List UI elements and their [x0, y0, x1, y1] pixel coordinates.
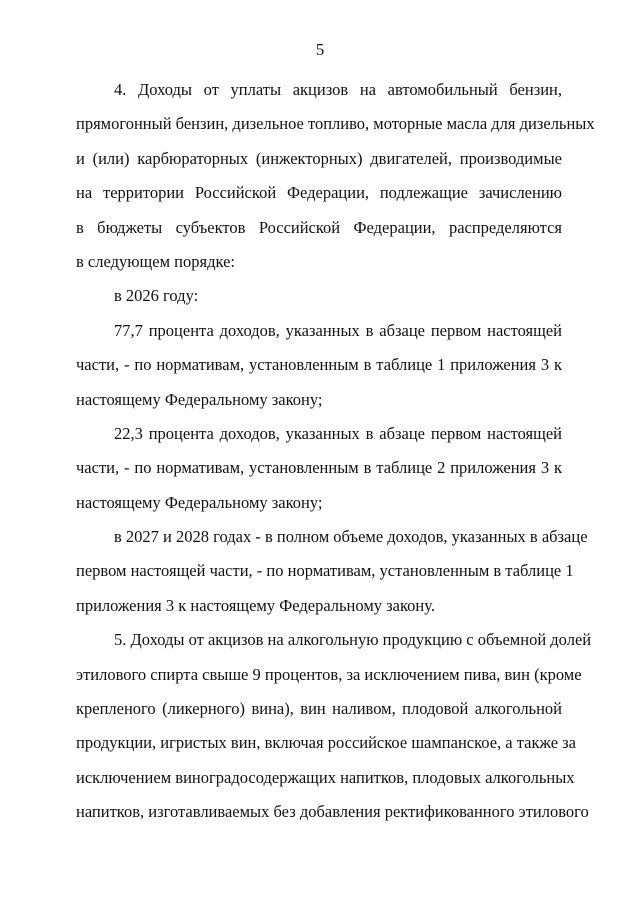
text-line: в бюджеты субъектов Российской Федерации, распределяются [76, 217, 562, 237]
text-line: исключением виноградосодержащих напитков, плодовых алкогольных [76, 767, 575, 787]
text-line: крепленого (ликерного) вина), вин наливом, плодовой алкогольной [76, 699, 562, 719]
page-number: 5 [315, 40, 325, 59]
text-line: первом настоящей части, - по нормативам, установленным в таблице 1 [76, 561, 574, 581]
text-line: 77,7 процента доходов, указанных в абзаце первом настоящей [114, 320, 562, 340]
text-line: в следующем порядке: [76, 251, 235, 271]
text-line: части, - по нормативам, установленным в таблице 1 приложения 3 к [76, 355, 562, 375]
text-line: 5. Доходы от акцизов на алкогольную продукцию с объемной долей [114, 630, 592, 650]
text-line: приложения 3 к настоящему Федеральному закону. [76, 595, 435, 615]
text-line: продукции, игристых вин, включая российское шампанское, а также за [76, 733, 576, 753]
text-line: и (или) карбюраторных (инжекторных) двигателей, производимые [76, 148, 562, 168]
text-line: напитков, изготавливаемых без добавления ректификованного этилового [76, 802, 589, 822]
text-line: части, - по нормативам, установленным в таблице 2 приложения 3 к [76, 458, 562, 478]
document-body [76, 73, 595, 830]
text-line: этилового спирта свыше 9 процентов, за исключением пива, вин (кроме [76, 664, 582, 684]
text-line: на территории Российской Федерации, подлежащие зачислению [76, 183, 562, 203]
text-line: в 2026 году: [114, 286, 199, 306]
text-line: прямогонный бензин, дизельное топливо, моторные масла для дизельных [76, 114, 595, 134]
text-line: в 2027 и 2028 годах - в полном объеме доходов, указанных в абзаце [114, 527, 588, 547]
text-line: 4. Доходы от уплаты акцизов на автомобильный бензин, [114, 80, 562, 99]
text-line: 22,3 процента доходов, указанных в абзаце первом настоящей [114, 423, 562, 443]
text-line: настоящему Федеральному закону; [76, 389, 323, 409]
text-line: настоящему Федеральному закону; [76, 492, 323, 512]
